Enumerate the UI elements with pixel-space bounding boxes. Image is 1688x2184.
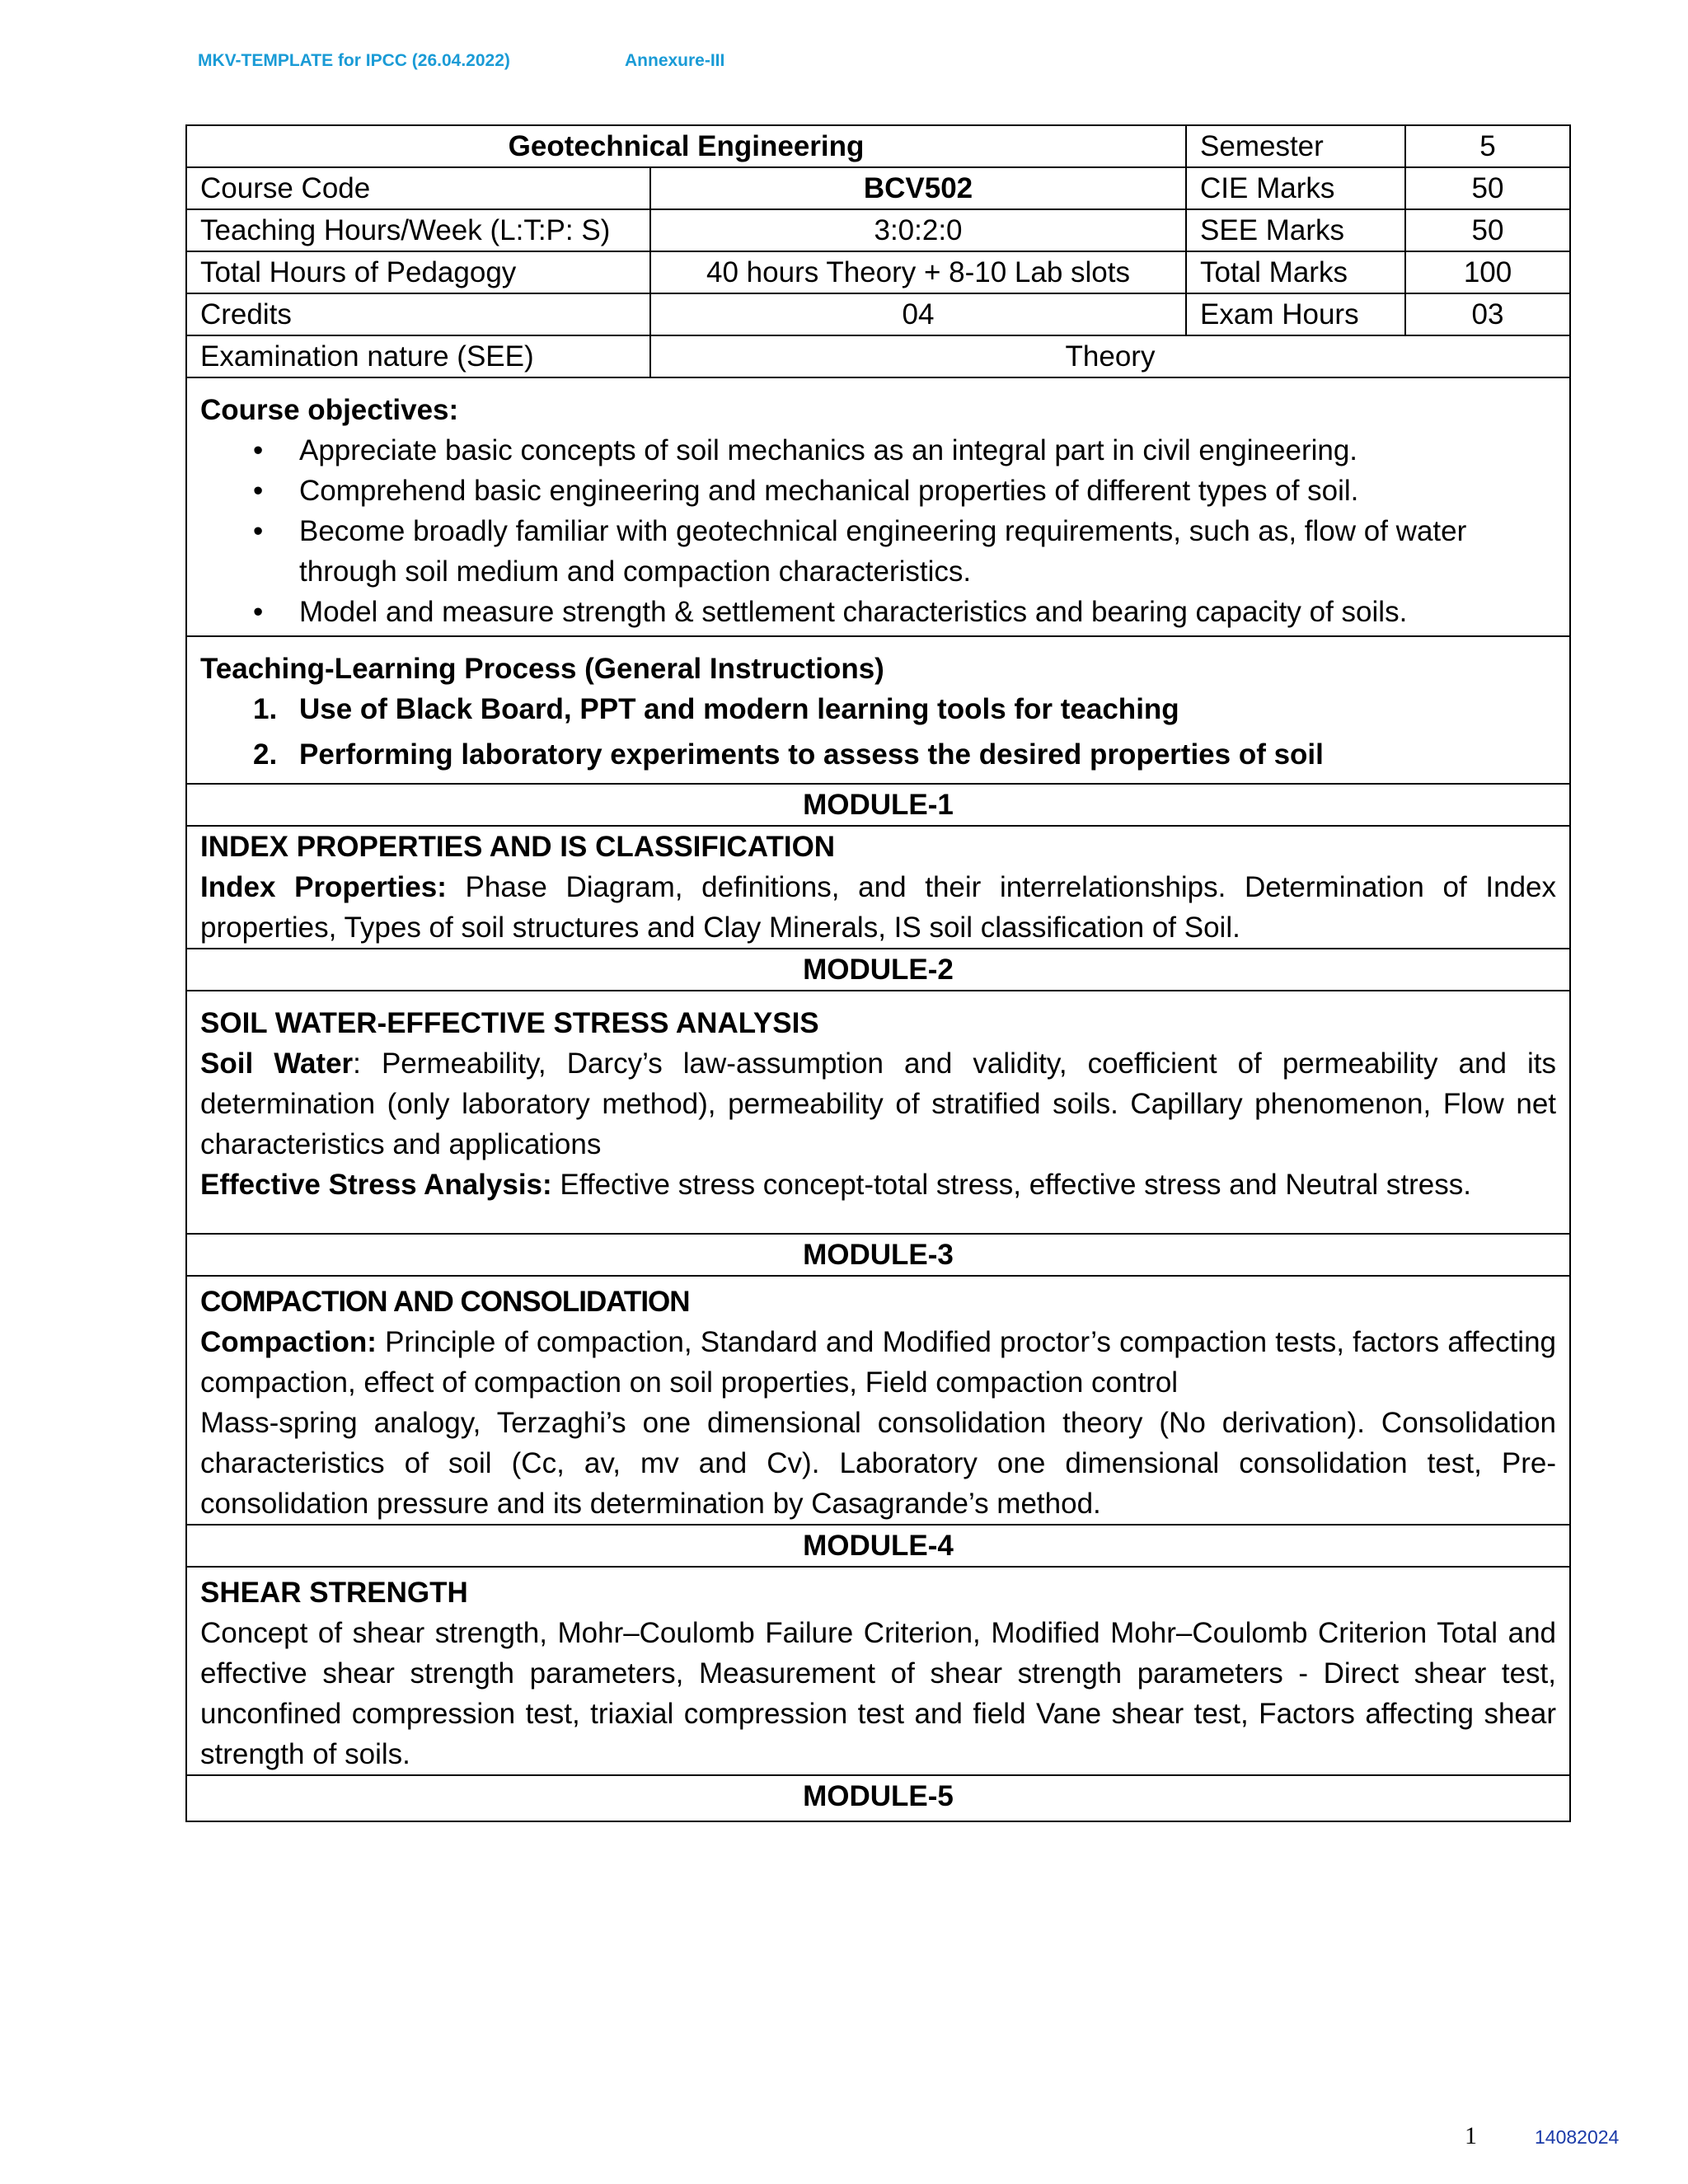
see-marks-label: SEE Marks	[1186, 209, 1405, 251]
module-body-row	[186, 1567, 1570, 1775]
module-heading-row	[186, 1525, 1570, 1567]
module-body-row	[186, 826, 1570, 949]
module-paragraph	[200, 867, 1556, 948]
term-label: Index Properties:	[200, 871, 447, 903]
module-heading-row	[186, 949, 1570, 991]
teaching-hours-label: Teaching Hours/Week (L:T:P: S)	[186, 209, 650, 251]
module-paragraph	[200, 1043, 1556, 1165]
module-heading: MODULE-5	[186, 1775, 1570, 1821]
module-title: SOIL WATER-EFFECTIVE STRESS ANALYSIS	[200, 1007, 819, 1039]
teaching-hours-value: 3:0:2:0	[650, 209, 1186, 251]
term-text: Phase Diagram, definitions, and their interrelationships. Determination of Index properties, Types of soil structures and Clay Minerals, IS soil classification of Soil.	[200, 871, 1557, 944]
module-heading: MODULE-4	[186, 1525, 1570, 1567]
course-code-value: BCV502	[650, 167, 1186, 209]
module-body-row	[186, 991, 1570, 1234]
see-marks-value: 50	[1405, 209, 1570, 251]
list-item: • Become broadly familiar with geotechnical engineering requirements, such as, flow of water through soil medium and compaction characteristics.	[299, 511, 1556, 592]
list-text: Use of Black Board, PPT and modern learning tools for teaching	[299, 693, 1179, 725]
list-number: 2.	[253, 738, 278, 771]
teaching-list	[200, 689, 1556, 775]
module-paragraph: Concept of shear strength, Mohr–Coulomb Failure Criterion, Modified Mohr–Coulomb Criterion Total and effective shear strength parameters, Measurement of shear strength parameters - Direct shear test, unconfined compression test, triaxial compression test and field Vane shear test, Factors affecting shear strength of soils.	[200, 1617, 1557, 1770]
module-heading: MODULE-3	[186, 1234, 1570, 1276]
term-label: Compaction:	[200, 1326, 377, 1358]
term-text: Principle of compaction, Standard and Modified proctor’s compaction tests, factors affecting compaction, effect of compaction on soil properties, Field compaction control	[200, 1326, 1557, 1399]
objectives-list	[200, 430, 1556, 632]
list-item	[253, 734, 1556, 775]
module-heading: MODULE-1	[186, 784, 1570, 826]
course-code-label: Course Code	[186, 167, 650, 209]
exam-nature-label: Examination nature (SEE)	[186, 335, 650, 377]
table-row	[186, 335, 1570, 377]
page-number: 1	[1465, 2122, 1477, 2149]
module-heading-row	[186, 1234, 1570, 1276]
module-paragraph	[200, 1322, 1556, 1403]
document-id: 14082024	[1535, 2126, 1620, 2148]
semester-label: Semester	[1186, 125, 1405, 167]
list-text: Performing laboratory experiments to assess the desired properties of soil	[299, 738, 1324, 771]
cie-marks-label: CIE Marks	[1186, 167, 1405, 209]
table-row	[186, 293, 1570, 335]
exam-nature-value: Theory	[650, 335, 1570, 377]
annexure-label: Annexure-III	[625, 51, 725, 70]
module-paragraph: Mass-spring analogy, Terzaghi’s one dimensional consolidation theory (No derivation). Consolidation characteristics of soil (Cc, av, mv and Cv). Laboratory one dimensional consolidation test, Pre-consolidation pressure and its determination by Casagrande’s method.	[200, 1407, 1557, 1520]
module-title: COMPACTION AND CONSOLIDATION	[200, 1286, 690, 1318]
list-number: 1.	[253, 693, 278, 725]
objectives-title: Course objectives:	[200, 394, 459, 426]
list-item: • Model and measure strength & settlement characteristics and bearing capacity of soils.	[299, 592, 1556, 632]
credits-label: Credits	[186, 293, 650, 335]
syllabus-table	[185, 124, 1571, 1822]
cie-marks-value: 50	[1405, 167, 1570, 209]
course-title: Geotechnical Engineering	[186, 125, 1186, 167]
teaching-title: Teaching-Learning Process (General Instructions)	[200, 653, 884, 685]
module-paragraph	[200, 1165, 1556, 1205]
pedagogy-hours-value: 40 hours Theory + 8-10 Lab slots	[650, 251, 1186, 293]
total-marks-label: Total Marks	[1186, 251, 1405, 293]
table-row	[186, 209, 1570, 251]
module-title: INDEX PROPERTIES AND IS CLASSIFICATION	[200, 831, 836, 863]
table-row	[186, 167, 1570, 209]
credits-value: 04	[650, 293, 1186, 335]
objectives-row	[186, 377, 1570, 636]
exam-hours-value: 03	[1405, 293, 1570, 335]
total-marks-value: 100	[1405, 251, 1570, 293]
table-row	[186, 125, 1570, 167]
semester-value: 5	[1405, 125, 1570, 167]
module-title: SHEAR STRENGTH	[200, 1577, 468, 1609]
module-body-row	[186, 1276, 1570, 1525]
pedagogy-hours-label: Total Hours of Pedagogy	[186, 251, 650, 293]
term-text: : Permeability, Darcy’s law-assumption and validity, coefficient of permeability and its determination (only laboratory method), permeability of stratified soils. Capillary phenomenon, Flow net characteristics and applications	[200, 1047, 1557, 1160]
term-text: Effective stress concept-total stress, effective stress and Neutral stress.	[551, 1169, 1471, 1201]
template-header: MKV-TEMPLATE for IPCC (26.04.2022)	[198, 51, 510, 70]
module-heading-row	[186, 1775, 1570, 1821]
table-row	[186, 251, 1570, 293]
exam-hours-label: Exam Hours	[1186, 293, 1405, 335]
term-label: Effective Stress Analysis:	[200, 1169, 552, 1201]
list-item: • Appreciate basic concepts of soil mechanics as an integral part in civil engineering.	[299, 430, 1556, 471]
term-label: Soil Water	[200, 1047, 354, 1080]
list-item: • Comprehend basic engineering and mechanical properties of different types of soil.	[299, 471, 1556, 511]
module-heading: MODULE-2	[186, 949, 1570, 991]
module-heading-row	[186, 784, 1570, 826]
teaching-row	[186, 636, 1570, 784]
list-item	[253, 689, 1556, 729]
